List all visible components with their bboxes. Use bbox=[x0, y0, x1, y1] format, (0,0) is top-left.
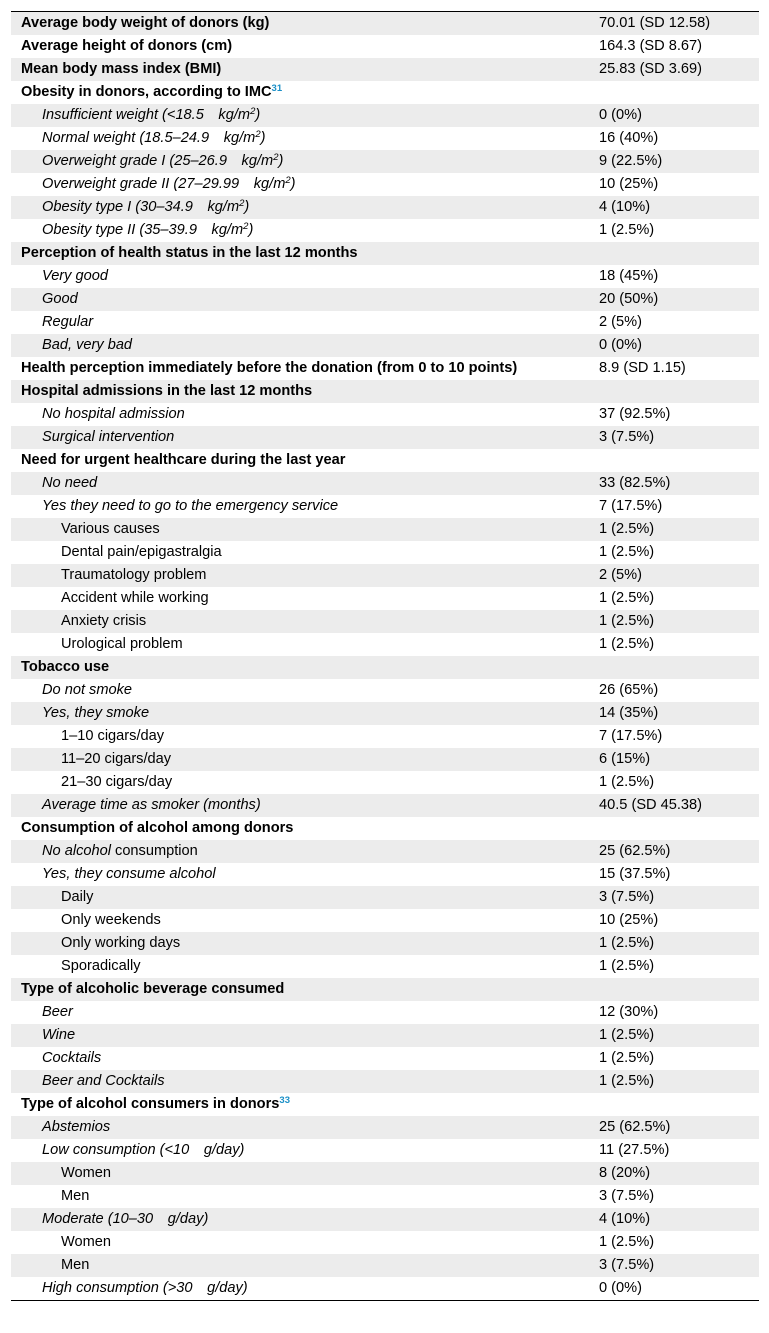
row-value: 0 (0%) bbox=[587, 334, 759, 357]
table-row bbox=[11, 932, 759, 955]
row-label-cell bbox=[11, 656, 587, 679]
row-label: Abstemios bbox=[42, 1119, 111, 1135]
row-label-cell bbox=[11, 1047, 587, 1070]
row-label: Beer and Cocktails bbox=[42, 1073, 165, 1089]
row-label-cell bbox=[11, 1254, 587, 1277]
table-row bbox=[11, 12, 759, 35]
row-label-cell bbox=[11, 679, 587, 702]
row-label-cell bbox=[11, 12, 587, 35]
row-label: Average body weight of donors (kg) bbox=[21, 15, 270, 31]
row-label-cell bbox=[11, 334, 587, 357]
row-label: Wine bbox=[42, 1027, 76, 1043]
row-value: 164.3 (SD 8.67) bbox=[599, 38, 703, 54]
row-label: Health perception immediately before the donation (from 0 to 10 points) bbox=[21, 360, 518, 376]
row-label: Obesity type I (30–34.9 kg/m bbox=[42, 199, 240, 215]
row-label: Mean body mass index (BMI) bbox=[21, 61, 222, 77]
table-row bbox=[11, 771, 759, 794]
row-label-cell bbox=[11, 702, 587, 725]
row-value: 33 (82.5%) bbox=[587, 472, 759, 495]
row-value: 1 (2.5%) bbox=[599, 590, 655, 606]
row-label-suffix: ) bbox=[255, 107, 261, 123]
row-value: 0 (0%) bbox=[587, 104, 759, 127]
table-row bbox=[11, 127, 759, 150]
row-label-cell bbox=[11, 840, 587, 863]
row-value: 7 (17.5%) bbox=[599, 728, 663, 744]
row-value: 12 (30%) bbox=[599, 1004, 659, 1020]
row-label-cell bbox=[11, 1093, 587, 1116]
row-label: Average time as smoker (months) bbox=[42, 797, 261, 813]
row-value: 1 (2.5%) bbox=[599, 222, 655, 238]
row-label-cell bbox=[11, 978, 587, 1001]
table-row bbox=[11, 1254, 759, 1277]
row-label: Hospital admissions in the last 12 months bbox=[21, 383, 313, 399]
row-label: Various causes bbox=[61, 521, 160, 537]
row-label-cell bbox=[11, 265, 587, 288]
row-label: Overweight grade I (25–26.9 kg/m bbox=[42, 153, 274, 169]
row-label-cell bbox=[11, 587, 587, 610]
row-label-cell bbox=[11, 104, 587, 127]
row-label-cell bbox=[11, 1139, 587, 1162]
row-label: Consumption of alcohol among donors bbox=[21, 820, 294, 836]
row-label-cell bbox=[11, 1001, 587, 1024]
row-value: 3 (7.5%) bbox=[599, 1188, 655, 1204]
row-label-cell bbox=[11, 196, 587, 219]
table-row bbox=[11, 886, 759, 909]
table-row bbox=[11, 449, 759, 472]
row-label-cell bbox=[11, 725, 587, 748]
table-row bbox=[11, 35, 759, 58]
row-label-cell bbox=[11, 403, 587, 426]
table-row bbox=[11, 1208, 759, 1231]
row-label: 1–10 cigars/day bbox=[61, 728, 165, 744]
row-label: Do not smoke bbox=[42, 682, 133, 698]
row-label-cell bbox=[11, 495, 587, 518]
row-value: 1 (2.5%) bbox=[599, 544, 655, 560]
row-label-cell bbox=[11, 909, 587, 932]
table-row bbox=[11, 817, 759, 840]
row-label-suffix: ) bbox=[244, 199, 250, 215]
table-row bbox=[11, 725, 759, 748]
row-label: Women bbox=[61, 1234, 112, 1250]
row-label: Tobacco use bbox=[21, 659, 110, 675]
table-row bbox=[11, 656, 759, 679]
row-value: 3 (7.5%) bbox=[587, 1254, 759, 1277]
table-row bbox=[11, 472, 759, 495]
table-row bbox=[11, 219, 759, 242]
reference-link[interactable]: 33 bbox=[279, 1094, 290, 1106]
row-label: Dental pain/epigastralgia bbox=[61, 544, 222, 560]
row-value: 1 (2.5%) bbox=[599, 1234, 655, 1250]
row-label: Women bbox=[61, 1165, 112, 1181]
row-label: Men bbox=[61, 1188, 90, 1204]
row-label: Only weekends bbox=[61, 912, 161, 928]
table-row bbox=[11, 518, 759, 541]
row-label-cell bbox=[11, 1231, 587, 1254]
row-value: 14 (35%) bbox=[587, 702, 759, 725]
row-label: Moderate (10–30 g/day) bbox=[42, 1211, 209, 1227]
row-label-suffix: ) bbox=[278, 153, 284, 169]
row-value bbox=[587, 978, 759, 1001]
row-label-cell bbox=[11, 472, 587, 495]
row-value bbox=[587, 380, 759, 403]
row-value: 2 (5%) bbox=[587, 564, 759, 587]
row-label-cell bbox=[11, 771, 587, 794]
row-label: Sporadically bbox=[61, 958, 141, 974]
row-label-cell bbox=[11, 219, 587, 242]
row-value: 3 (7.5%) bbox=[587, 426, 759, 449]
row-label-cell bbox=[11, 1116, 587, 1139]
table-row bbox=[11, 380, 759, 403]
row-label: Yes, they smoke bbox=[42, 705, 150, 721]
row-value: 9 (22.5%) bbox=[587, 150, 759, 173]
row-label: Average height of donors (cm) bbox=[21, 38, 233, 54]
row-label: Good bbox=[42, 291, 78, 307]
row-label: Need for urgent healthcare during the last year bbox=[21, 452, 346, 468]
row-label-cell bbox=[11, 81, 587, 104]
table-row bbox=[11, 196, 759, 219]
row-value: 6 (15%) bbox=[587, 748, 759, 771]
row-value: 8 (20%) bbox=[587, 1162, 759, 1185]
table-row bbox=[11, 587, 759, 610]
row-label-cell bbox=[11, 35, 587, 58]
table-row bbox=[11, 1024, 759, 1047]
row-label: No hospital admission bbox=[42, 406, 185, 422]
table-row bbox=[11, 702, 759, 725]
row-label-cell bbox=[11, 242, 587, 265]
row-label-cell bbox=[11, 311, 587, 334]
table-row bbox=[11, 242, 759, 265]
row-value: 18 (45%) bbox=[599, 268, 659, 284]
table-row bbox=[11, 978, 759, 1001]
row-value: 3 (7.5%) bbox=[587, 886, 759, 909]
row-value: 16 (40%) bbox=[599, 130, 659, 146]
row-value: 37 (92.5%) bbox=[599, 406, 671, 422]
row-value: 10 (25%) bbox=[599, 912, 659, 928]
table-row bbox=[11, 288, 759, 311]
row-label: Type of alcoholic beverage consumed bbox=[21, 981, 285, 997]
row-label-cell bbox=[11, 817, 587, 840]
row-value: 40.5 (SD 45.38) bbox=[587, 794, 759, 817]
row-label-cell bbox=[11, 1208, 587, 1231]
row-value: 1 (2.5%) bbox=[587, 1024, 759, 1047]
row-label-cell bbox=[11, 932, 587, 955]
row-value: 4 (10%) bbox=[587, 196, 759, 219]
row-label-cell bbox=[11, 518, 587, 541]
row-label: Anxiety crisis bbox=[61, 613, 147, 629]
row-label: Obesity type II (35–39.9 kg/m bbox=[42, 222, 244, 238]
row-label: Obesity in donors, according to IMC bbox=[21, 84, 272, 100]
table-row bbox=[11, 403, 759, 426]
row-value: 1 (2.5%) bbox=[587, 1070, 759, 1093]
row-label-suffix: consumption bbox=[110, 843, 198, 859]
unit-superscript: 2 bbox=[273, 151, 279, 163]
row-label-cell bbox=[11, 955, 587, 978]
table-row bbox=[11, 1093, 759, 1116]
donor-characteristics-table bbox=[11, 12, 759, 1300]
row-value: 20 (50%) bbox=[587, 288, 759, 311]
row-label: No need bbox=[42, 475, 98, 491]
table-row bbox=[11, 1070, 759, 1093]
row-label: High consumption (>30 g/day) bbox=[42, 1280, 248, 1296]
row-label: Regular bbox=[42, 314, 94, 330]
row-value: 1 (2.5%) bbox=[587, 932, 759, 955]
row-label: Very good bbox=[42, 268, 108, 284]
row-label: Accident while working bbox=[61, 590, 209, 606]
table-row bbox=[11, 58, 759, 81]
row-label-cell bbox=[11, 748, 587, 771]
table-row bbox=[11, 1047, 759, 1070]
row-label: Cocktails bbox=[42, 1050, 102, 1066]
table-row bbox=[11, 633, 759, 656]
row-value: 2 (5%) bbox=[599, 314, 642, 330]
row-value bbox=[587, 656, 759, 679]
row-label-cell bbox=[11, 357, 587, 380]
table-row bbox=[11, 173, 759, 196]
row-label: Type of alcohol consumers in donors bbox=[21, 1096, 280, 1112]
row-label: Overweight grade II (27–29.99 kg/m bbox=[42, 176, 286, 192]
table-row bbox=[11, 1231, 759, 1254]
row-value: 25 (62.5%) bbox=[587, 840, 759, 863]
unit-superscript: 2 bbox=[255, 128, 261, 140]
unit-superscript: 2 bbox=[285, 174, 291, 186]
row-label-cell bbox=[11, 794, 587, 817]
table-row bbox=[11, 1001, 759, 1024]
row-value: 11 (27.5%) bbox=[599, 1142, 670, 1158]
table-row bbox=[11, 863, 759, 886]
row-label-cell bbox=[11, 610, 587, 633]
row-value: 25 (62.5%) bbox=[587, 1116, 759, 1139]
table-row bbox=[11, 1185, 759, 1208]
row-value: 0 (0%) bbox=[599, 1280, 642, 1296]
table-row bbox=[11, 1116, 759, 1139]
table-row bbox=[11, 840, 759, 863]
row-value: 8.9 (SD 1.15) bbox=[599, 360, 686, 376]
row-label: Urological problem bbox=[61, 636, 183, 652]
table-row bbox=[11, 955, 759, 978]
row-value: 1 (2.5%) bbox=[599, 1050, 655, 1066]
row-label: No alcohol bbox=[42, 843, 111, 859]
row-value: 1 (2.5%) bbox=[599, 774, 655, 790]
row-value: 25.83 (SD 3.69) bbox=[587, 58, 759, 81]
row-label-cell bbox=[11, 426, 587, 449]
table-row bbox=[11, 1139, 759, 1162]
reference-link[interactable]: 31 bbox=[271, 82, 283, 94]
row-label: Only working days bbox=[61, 935, 181, 951]
row-label-cell bbox=[11, 633, 587, 656]
table-row bbox=[11, 150, 759, 173]
table-row bbox=[11, 610, 759, 633]
row-label-cell bbox=[11, 1277, 587, 1300]
table-row bbox=[11, 357, 759, 380]
row-label: 21–30 cigars/day bbox=[61, 774, 173, 790]
row-label-cell bbox=[11, 173, 587, 196]
row-value: 10 (25%) bbox=[599, 176, 659, 192]
row-label-suffix: ) bbox=[248, 222, 254, 238]
row-value bbox=[587, 81, 759, 104]
table-body bbox=[11, 12, 759, 1300]
table-row bbox=[11, 104, 759, 127]
row-label-suffix: ) bbox=[260, 130, 266, 146]
unit-superscript: 2 bbox=[243, 220, 249, 232]
row-label: Yes, they consume alcohol bbox=[42, 866, 216, 882]
row-label: Yes they need to go to the emergency service bbox=[42, 498, 339, 514]
table-row bbox=[11, 334, 759, 357]
table-row bbox=[11, 679, 759, 702]
table-row bbox=[11, 81, 759, 104]
row-value: 1 (2.5%) bbox=[587, 610, 759, 633]
row-label: Insufficient weight (<18.5 kg/m bbox=[42, 107, 251, 123]
table-row bbox=[11, 541, 759, 564]
row-label-cell bbox=[11, 1024, 587, 1047]
row-value: 4 (10%) bbox=[587, 1208, 759, 1231]
row-label-cell bbox=[11, 1070, 587, 1093]
row-value bbox=[587, 242, 759, 265]
table-row bbox=[11, 311, 759, 334]
row-label-cell bbox=[11, 886, 587, 909]
row-label-cell bbox=[11, 58, 587, 81]
row-value: 15 (37.5%) bbox=[599, 866, 671, 882]
table-row bbox=[11, 1162, 759, 1185]
row-value bbox=[587, 449, 759, 472]
table-row bbox=[11, 265, 759, 288]
row-label-cell bbox=[11, 380, 587, 403]
row-label-cell bbox=[11, 564, 587, 587]
row-value: 7 (17.5%) bbox=[599, 498, 663, 514]
table-row bbox=[11, 909, 759, 932]
row-label-cell bbox=[11, 1185, 587, 1208]
row-value: 1 (2.5%) bbox=[587, 518, 759, 541]
row-label-cell bbox=[11, 288, 587, 311]
unit-superscript: 2 bbox=[250, 105, 256, 117]
unit-superscript: 2 bbox=[239, 197, 245, 209]
row-label: Beer bbox=[42, 1004, 73, 1020]
row-label: Normal weight (18.5–24.9 kg/m bbox=[42, 130, 256, 146]
row-label: Traumatology problem bbox=[61, 567, 207, 583]
table-row bbox=[11, 495, 759, 518]
data-table-container bbox=[11, 11, 759, 1301]
row-label-cell bbox=[11, 127, 587, 150]
row-value: 1 (2.5%) bbox=[599, 636, 655, 652]
row-label-cell bbox=[11, 449, 587, 472]
row-value: 70.01 (SD 12.58) bbox=[587, 12, 759, 35]
table-row bbox=[11, 748, 759, 771]
table-row bbox=[11, 426, 759, 449]
row-label: Bad, very bad bbox=[42, 337, 133, 353]
row-label: Surgical intervention bbox=[42, 429, 175, 445]
table-row bbox=[11, 1277, 759, 1300]
row-label: Perception of health status in the last 12 months bbox=[21, 245, 358, 261]
table-bottom-rule bbox=[11, 1300, 759, 1301]
row-label-suffix: ) bbox=[290, 176, 296, 192]
table-row bbox=[11, 564, 759, 587]
row-label-cell bbox=[11, 1162, 587, 1185]
row-value: 1 (2.5%) bbox=[599, 958, 655, 974]
row-label-cell bbox=[11, 150, 587, 173]
table-row bbox=[11, 794, 759, 817]
row-label: 11–20 cigars/day bbox=[61, 751, 172, 767]
row-label: Low consumption (<10 g/day) bbox=[42, 1142, 245, 1158]
row-label: Men bbox=[61, 1257, 90, 1273]
row-value bbox=[587, 1093, 759, 1116]
row-label-cell bbox=[11, 863, 587, 886]
row-label: Daily bbox=[61, 889, 94, 905]
row-value: 26 (65%) bbox=[599, 682, 659, 698]
row-label-cell bbox=[11, 541, 587, 564]
row-value bbox=[587, 817, 759, 840]
